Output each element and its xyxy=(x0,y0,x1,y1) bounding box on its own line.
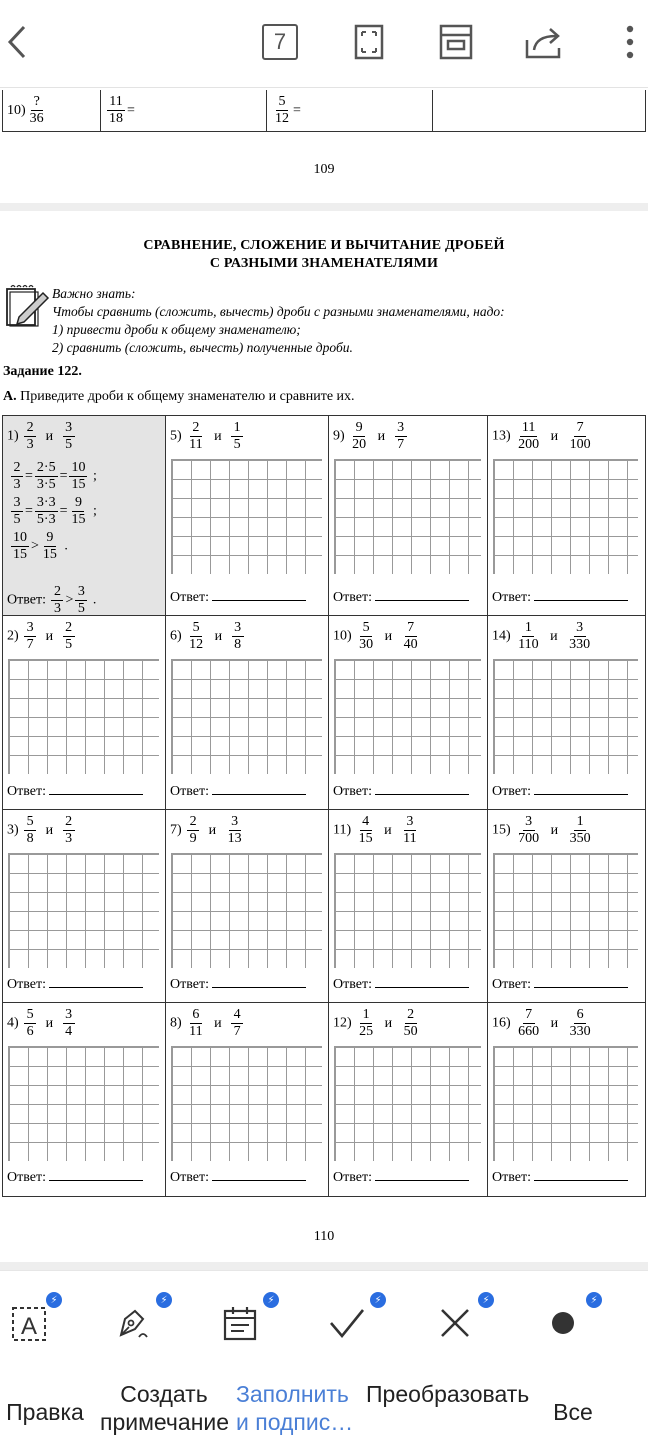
fraction: $\frac{10}{15}$ xyxy=(71,460,86,492)
answer-blank[interactable] xyxy=(212,794,306,795)
and-word: и xyxy=(214,628,223,644)
problem-number: 5) xyxy=(170,428,182,444)
fraction: $\frac{5}{6}$ xyxy=(24,1007,36,1040)
problem-cell xyxy=(488,616,645,810)
answer-grid[interactable] xyxy=(171,459,322,574)
answer-blank[interactable] xyxy=(49,794,143,795)
premium-badge-icon: ⚡ xyxy=(370,1292,386,1308)
answer-line: Ответ: xyxy=(492,590,628,606)
answer-grid[interactable] xyxy=(493,853,638,968)
page-number-110: 110 xyxy=(313,1229,335,1244)
notepad-pencil-icon xyxy=(5,283,49,329)
equals-sign: = xyxy=(293,102,301,118)
premium-badge-icon: ⚡ xyxy=(263,1292,279,1308)
fraction: $\frac{3}{11}$ xyxy=(403,814,417,846)
answer-blank[interactable] xyxy=(212,600,306,601)
tab-convert[interactable]: Преобразовать xyxy=(366,1381,530,1407)
note-line: 2) сравнить (сложить, вычесть) полученные дроби. xyxy=(52,340,353,355)
problem-header xyxy=(7,1007,77,1040)
svg-text:A: A xyxy=(20,1312,38,1340)
problem-number: 2) xyxy=(7,628,19,644)
and-word: и xyxy=(45,822,54,838)
answer-blank[interactable] xyxy=(375,794,469,795)
problem-cell xyxy=(329,810,488,1003)
fraction: $\frac{2}{5}$ xyxy=(63,620,75,653)
worked-example: $\frac{2}{3}$ = $\frac{2\cdot 5}{3\cdot 5}$ = $\frac{10}{15}$ ; $\frac{3}{5}$ = $\frac{3\cdot 3}{5\cdot 3}$ = $\frac{9}{15}$ ; $\frac{10}{15}$ > $\frac{9}{15}$ . xyxy=(13,460,97,562)
answer-line: Ответ: xyxy=(7,977,143,993)
important-note xyxy=(52,285,505,357)
problem-header xyxy=(333,420,409,453)
problem-header xyxy=(492,814,595,847)
problem-number: 4) xyxy=(7,1015,19,1031)
fraction: $\frac{9}{20}$ xyxy=(352,420,367,452)
fraction: $\frac{4}{7}$ xyxy=(231,1007,243,1040)
dot-icon xyxy=(550,1310,576,1341)
fraction: $\frac{2}{3}$ xyxy=(63,814,75,847)
table-cell xyxy=(3,90,101,131)
fraction: $\frac{7}{40}$ xyxy=(403,620,418,652)
and-word: и xyxy=(45,628,54,644)
answer-blank[interactable] xyxy=(534,987,628,988)
fraction: $\frac{3}{4}$ xyxy=(63,1007,75,1040)
answer-grid[interactable] xyxy=(493,659,638,774)
problem-number: 13) xyxy=(492,428,511,444)
row-number: 10) xyxy=(7,102,26,118)
checkmark-icon xyxy=(328,1305,366,1346)
more-options-icon[interactable] xyxy=(620,20,640,64)
task-text: Приведите дроби к общему знаменателю и сравните их. xyxy=(20,389,355,404)
problem-cell xyxy=(329,416,488,616)
equals-sign: = xyxy=(127,102,135,118)
answer-line: Ответ: xyxy=(170,977,306,993)
table-cell xyxy=(101,90,267,131)
fraction: $\frac{1}{110}$ xyxy=(518,620,539,652)
fraction: $\frac{5}{30}$ xyxy=(359,620,374,652)
answer-blank[interactable] xyxy=(534,600,628,601)
answer-grid[interactable] xyxy=(493,1046,638,1161)
answer-line: Ответ: xyxy=(492,977,628,993)
and-word: и xyxy=(384,1015,393,1031)
answer-grid[interactable] xyxy=(334,659,481,774)
problem-number: 11) xyxy=(333,822,352,838)
answer-line: Ответ: xyxy=(333,784,469,800)
fraction: $\frac{3}{5}$ xyxy=(63,420,75,453)
problem-cell xyxy=(166,1003,329,1196)
answer-grid[interactable] xyxy=(171,1046,322,1161)
text-box-tool[interactable] xyxy=(4,1294,58,1350)
problem-cell xyxy=(329,1003,488,1196)
problem-header xyxy=(333,620,422,653)
problem-number: 8) xyxy=(170,1015,182,1031)
answer-grid[interactable] xyxy=(171,853,322,968)
page-number-109: 109 xyxy=(313,162,335,177)
answer-line: Ответ: xyxy=(170,1170,306,1186)
fraction: $\frac{2}{9}$ xyxy=(187,814,199,847)
annotate-tool[interactable] xyxy=(108,1294,168,1350)
problem-cell xyxy=(3,616,166,810)
problem-cell xyxy=(166,616,329,810)
fraction: $\frac{3}{7}$ xyxy=(24,620,36,653)
answer-line: Ответ: xyxy=(492,784,628,800)
fraction: $\frac{5}{12}$ xyxy=(189,620,204,652)
note-line: Чтобы сравнить (сложить, вычесть) дроби с разными знаменателями, надо: xyxy=(52,304,505,319)
problem-number: 3) xyxy=(7,822,19,838)
fraction: $\frac{1}{25}$ xyxy=(359,1007,374,1039)
answer-line: Ответ: xyxy=(7,1170,143,1186)
answer-blank[interactable] xyxy=(375,1180,469,1181)
fraction: $\frac{3}{5}$ xyxy=(75,584,87,617)
premium-badge-icon: ⚡ xyxy=(46,1292,62,1308)
problem-number: 10) xyxy=(333,628,352,644)
problem-number: 15) xyxy=(492,822,511,838)
and-word: и xyxy=(45,1015,54,1031)
fit-page-icon[interactable] xyxy=(352,20,386,64)
problem-cell xyxy=(3,1003,166,1196)
fraction: $\frac{3}{700}$ xyxy=(518,814,540,846)
premium-badge-icon: ⚡ xyxy=(156,1292,172,1308)
bottom-tabs xyxy=(0,1380,648,1449)
answer-blank[interactable] xyxy=(534,794,628,795)
fraction: $\frac{2}{50}$ xyxy=(403,1007,418,1039)
fraction: $\frac{2\cdot 5}{3\cdot 5}$ xyxy=(36,460,56,492)
problem-header xyxy=(170,420,245,453)
note-line: 1) привести дроби к общему знаменателю; xyxy=(52,322,301,337)
problem-header xyxy=(170,814,246,847)
fraction: $\frac{9}{15}$ xyxy=(42,530,57,562)
fraction: $\frac{2}{3}$ xyxy=(24,420,36,453)
form-fill-tool[interactable] xyxy=(215,1294,275,1350)
problem-header xyxy=(492,1007,595,1040)
form-fill-icon xyxy=(222,1305,258,1346)
problem-cell xyxy=(488,1003,645,1196)
problem-header xyxy=(7,620,77,653)
and-word: и xyxy=(550,1015,559,1031)
top-toolbar xyxy=(0,0,648,88)
problem-cell xyxy=(329,616,488,810)
table-cell xyxy=(267,90,433,131)
fraction: $\frac{3}{330}$ xyxy=(569,620,591,652)
fraction: $\frac{2}{3}$ xyxy=(51,584,63,617)
and-word: и xyxy=(550,428,559,444)
fraction: $\frac{3\cdot 3}{5\cdot 3}$ xyxy=(36,495,56,527)
problem-cell xyxy=(166,416,329,616)
page-separator xyxy=(0,1262,648,1270)
answer-line: Ответ: xyxy=(170,784,306,800)
answer-blank[interactable] xyxy=(212,1180,306,1181)
section-title xyxy=(0,237,648,273)
answer-line: Ответ: xyxy=(170,590,306,606)
fraction: $\frac{5}{8}$ xyxy=(24,814,36,847)
and-word: и xyxy=(214,1015,222,1031)
and-word: и xyxy=(45,428,54,444)
answer-grid[interactable] xyxy=(8,1046,159,1161)
checkmark-tool[interactable] xyxy=(322,1294,382,1350)
fraction: $\frac{5}{12}$ xyxy=(275,94,289,126)
fraction: $\frac{10}{15}$ xyxy=(13,530,27,562)
fraction: $\frac{9}{15}$ xyxy=(71,495,86,527)
answer-grid[interactable] xyxy=(171,659,322,774)
fraction: $\frac{2}{11}$ xyxy=(189,420,203,452)
problem-number: 16) xyxy=(492,1015,511,1031)
fraction: $\frac{3}{13}$ xyxy=(227,814,242,846)
fraction: $\frac{4}{15}$ xyxy=(358,814,373,846)
pen-icon xyxy=(115,1305,151,1346)
problem-number: 12) xyxy=(333,1015,352,1031)
and-word: и xyxy=(208,822,217,838)
problem-number: 6) xyxy=(170,628,182,644)
answer-grid[interactable] xyxy=(8,659,159,774)
problem-header xyxy=(492,420,595,453)
fraction: $\frac{7}{660}$ xyxy=(518,1007,540,1039)
tab-fill-and-sign[interactable]: Заполнить и подпис… xyxy=(236,1381,354,1435)
page-separator xyxy=(0,203,648,211)
answer-grid[interactable] xyxy=(8,853,159,968)
fraction: $\frac{11}{18}$ xyxy=(109,94,123,126)
task-instruction xyxy=(3,389,355,405)
answer-line: Ответ: xyxy=(333,977,469,993)
answer-line: Ответ: xyxy=(7,784,143,800)
fraction: $\frac{1}{350}$ xyxy=(569,814,591,846)
answer-grid[interactable] xyxy=(334,459,481,574)
dot-tool[interactable] xyxy=(538,1294,598,1350)
answer-blank[interactable] xyxy=(212,987,306,988)
view-mode-icon[interactable] xyxy=(438,20,474,64)
problem-cell xyxy=(3,416,166,616)
page-number-button[interactable] xyxy=(262,20,298,64)
title-line-2: С РАЗНЫМИ ЗНАМЕНАТЕЛЯМИ xyxy=(209,256,439,271)
answer-blank[interactable] xyxy=(375,600,469,601)
problem-cell xyxy=(488,810,645,1003)
fraction: $\frac{3}{8}$ xyxy=(232,620,244,653)
and-word: и xyxy=(384,822,392,838)
and-word: и xyxy=(550,822,559,838)
problem-header xyxy=(170,1007,245,1040)
problem-number: 14) xyxy=(492,628,511,644)
and-word: и xyxy=(214,428,222,444)
fraction: $\frac{3}{5}$ xyxy=(11,495,23,528)
premium-badge-icon: ⚡ xyxy=(478,1292,494,1308)
fraction: $\frac{11}{200}$ xyxy=(518,420,540,452)
fraction: $\frac{6}{11}$ xyxy=(189,1007,203,1039)
problem-header xyxy=(333,1007,422,1040)
answer-blank[interactable] xyxy=(375,987,469,988)
problem-header xyxy=(492,620,594,653)
answer-blank[interactable] xyxy=(49,987,143,988)
answer-grid[interactable] xyxy=(334,853,481,968)
fraction: $\frac{?}{36}$ xyxy=(29,94,44,126)
task-label: Задание 122. xyxy=(3,364,82,379)
problem-number: 7) xyxy=(170,822,182,838)
answer-line: Ответ: xyxy=(333,590,469,606)
problem-header xyxy=(170,620,246,653)
share-icon[interactable] xyxy=(524,20,564,64)
problem-cell xyxy=(166,810,329,1003)
answer-blank[interactable] xyxy=(49,1180,143,1181)
tab-all[interactable]: Все xyxy=(553,1399,593,1425)
problem-header xyxy=(7,420,77,453)
back-arrow-icon[interactable] xyxy=(4,20,30,64)
answer-line: Ответ: xyxy=(492,1170,628,1186)
exercise-grid xyxy=(2,415,646,1197)
and-word: и xyxy=(384,628,393,644)
fraction: $\frac{2}{3}$ xyxy=(11,460,23,493)
tab-edit[interactable]: Правка xyxy=(6,1399,84,1425)
answer-grid[interactable] xyxy=(493,459,638,574)
text-box-icon xyxy=(11,1305,47,1346)
cross-icon xyxy=(438,1306,472,1345)
problem-cell xyxy=(3,810,166,1003)
task-part: А. xyxy=(3,389,17,404)
problem-header xyxy=(333,814,421,847)
problem-header xyxy=(7,814,77,847)
fraction: $\frac{7}{100}$ xyxy=(569,420,591,452)
fraction: $\frac{6}{330}$ xyxy=(569,1007,591,1039)
problem-cell xyxy=(488,416,645,616)
answer-line: Ответ: xyxy=(333,1170,469,1186)
problem-number: 9) xyxy=(333,428,345,444)
cross-tool[interactable] xyxy=(430,1294,490,1350)
answer-blank[interactable] xyxy=(534,1180,628,1181)
fraction: $\frac{1}{5}$ xyxy=(231,420,243,453)
note-heading: Важно знать: xyxy=(52,286,136,301)
previous-page-table xyxy=(2,90,646,132)
answer-line: Ответ: $\frac{2}{3}$ > $\frac{3}{5}$ . xyxy=(7,584,97,616)
page-number: 7 xyxy=(262,24,298,60)
table-cell xyxy=(433,90,645,131)
premium-badge-icon: ⚡ xyxy=(586,1292,602,1308)
fraction: $\frac{3}{7}$ xyxy=(395,420,407,453)
and-word: и xyxy=(550,628,558,644)
title-line-1: СРАВНЕНИЕ, СЛОЖЕНИЕ И ВЫЧИТАНИЕ ДРОБЕЙ xyxy=(143,238,505,253)
answer-grid[interactable] xyxy=(334,1046,481,1161)
problem-number: 1) xyxy=(7,428,19,444)
and-word: и xyxy=(377,428,386,444)
tab-create-note[interactable]: Создать примечание xyxy=(100,1381,230,1435)
